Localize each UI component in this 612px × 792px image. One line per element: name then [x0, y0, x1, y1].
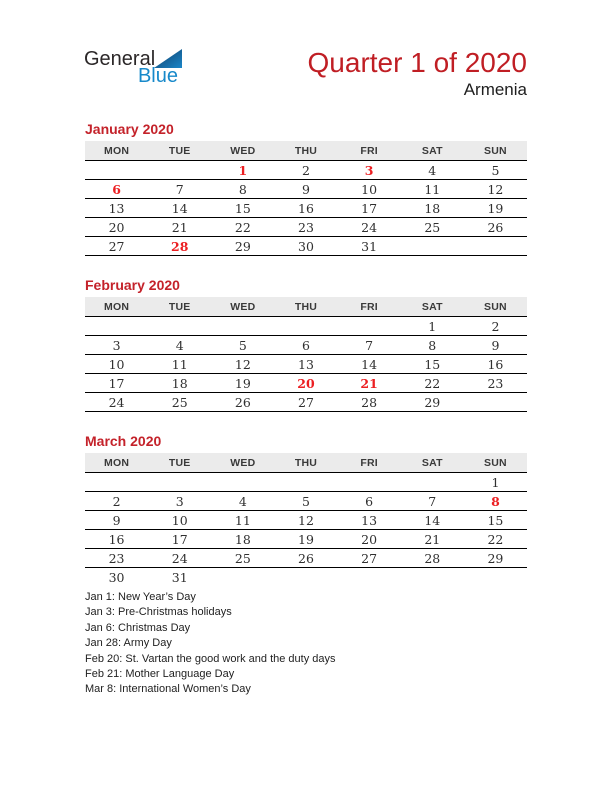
day-cell: 12: [298, 512, 314, 528]
day-cell: 11: [424, 181, 441, 197]
weekday-header: MON: [104, 300, 130, 313]
day-cell: 18: [234, 531, 251, 547]
day-cell: 10: [361, 181, 378, 197]
day-cell: 26: [234, 394, 251, 410]
day-cell: 1: [491, 474, 500, 490]
empty-cell: [85, 317, 148, 336]
day-cell: 4: [428, 162, 437, 178]
weekday-header: TUE: [168, 144, 191, 157]
day-cell: 26: [487, 219, 504, 235]
week-row: [85, 549, 527, 568]
weekday-header: THU: [294, 456, 318, 469]
holiday-item: Jan 3: Pre-Christmas holidays: [85, 606, 232, 619]
month-body: [85, 161, 527, 256]
day-cell: 5: [302, 493, 310, 509]
day-cell: 7: [365, 337, 374, 353]
day-cell: 12: [487, 181, 504, 197]
empty-cell: [338, 568, 401, 587]
weekday-header: SAT: [421, 456, 443, 469]
day-cell: 9: [491, 337, 500, 353]
day-cell: 3: [112, 337, 121, 353]
month-body: [85, 473, 527, 587]
weekday-header: FRI: [360, 456, 378, 469]
day-cell: 9: [112, 512, 121, 528]
day-cell: 14: [361, 356, 378, 372]
title-block: [308, 47, 527, 99]
weekday-header: WED: [230, 300, 256, 313]
holiday-item: Feb 20: St. Vartan the good work and the duty days: [85, 652, 336, 665]
holiday-item: Jan 6: Christmas Day: [85, 621, 191, 634]
week-row: [85, 568, 527, 587]
week-row: [85, 393, 527, 412]
empty-cell: [464, 393, 527, 412]
month-title: February 2020: [85, 277, 180, 293]
day-cell: 2: [491, 318, 500, 334]
holiday-item: Jan 1: New Year’s Day: [85, 591, 196, 603]
day-cell: 19: [234, 375, 251, 391]
day-cell: 13: [298, 356, 314, 372]
day-cell: 29: [487, 550, 504, 566]
month-table: [85, 297, 527, 412]
empty-cell: [274, 473, 337, 492]
empty-cell: [211, 568, 274, 587]
day-cell: 19: [487, 200, 504, 216]
day-cell: 11: [171, 356, 188, 372]
day-cell: 6: [112, 181, 121, 197]
day-cell: 15: [424, 356, 441, 372]
month-section: [85, 121, 527, 256]
empty-cell: [401, 473, 464, 492]
day-cell: 1: [238, 162, 248, 178]
month-table: [85, 141, 527, 256]
day-cell: 14: [171, 200, 188, 216]
holiday-item: Jan 28: Army Day: [85, 637, 172, 650]
day-cell: 28: [171, 238, 189, 254]
day-cell: 24: [361, 219, 378, 235]
day-cell: 2: [302, 162, 310, 178]
day-cell: 31: [171, 569, 188, 585]
week-row: [85, 218, 527, 237]
day-cell: 14: [424, 512, 441, 528]
day-cell: 28: [424, 550, 441, 566]
day-cell: 22: [234, 219, 251, 235]
empty-cell: [85, 473, 148, 492]
general-blue-logo: [84, 49, 188, 86]
day-cell: 25: [234, 550, 251, 566]
day-cell: 23: [298, 219, 314, 235]
weekday-header: TUE: [168, 456, 191, 469]
day-cell: 13: [361, 512, 378, 528]
day-cell: 8: [238, 181, 247, 197]
holiday-item: Mar 8: International Women’s Day: [85, 683, 251, 696]
day-cell: 2: [112, 493, 121, 509]
week-row: [85, 237, 527, 256]
day-cell: 5: [238, 337, 247, 353]
day-cell: 15: [487, 512, 504, 528]
page-title: Quarter 1 of 2020: [307, 47, 527, 78]
week-row: [85, 180, 527, 199]
empty-cell: [274, 317, 337, 336]
empty-cell: [401, 568, 464, 587]
empty-cell: [464, 237, 527, 256]
day-cell: 1: [428, 318, 437, 334]
empty-cell: [148, 473, 211, 492]
empty-cell: [211, 317, 274, 336]
day-cell: 10: [171, 512, 188, 528]
weekday-header: SUN: [484, 300, 507, 313]
day-cell: 7: [428, 493, 437, 509]
day-cell: 20: [108, 219, 125, 235]
day-cell: 23: [487, 375, 504, 391]
day-cell: 3: [364, 162, 374, 178]
day-cell: 17: [171, 531, 188, 547]
weekday-header: FRI: [360, 144, 378, 157]
weekday-header: SUN: [484, 456, 507, 469]
empty-cell: [464, 568, 527, 587]
month-section: [85, 277, 527, 412]
weekday-row: [85, 453, 527, 473]
weekday-header: WED: [230, 144, 256, 157]
weekday-header: SUN: [484, 144, 507, 157]
day-cell: 21: [171, 219, 188, 235]
day-cell: 6: [302, 337, 310, 353]
day-cell: 25: [171, 394, 188, 410]
logo-text-general: General: [84, 48, 156, 70]
day-cell: 8: [491, 493, 500, 509]
week-row: [85, 511, 527, 530]
empty-cell: [211, 473, 274, 492]
day-cell: 27: [298, 394, 314, 410]
day-cell: 31: [361, 238, 378, 254]
weekday-row: [85, 141, 527, 161]
month-title: March 2020: [85, 433, 162, 449]
day-cell: 8: [428, 337, 437, 353]
weekday-header: FRI: [360, 300, 378, 313]
day-cell: 29: [234, 238, 251, 254]
day-cell: 25: [424, 219, 441, 235]
day-cell: 17: [361, 200, 378, 216]
day-cell: 21: [360, 375, 378, 391]
weekday-header: MON: [104, 456, 130, 469]
empty-cell: [85, 161, 148, 180]
weekday-header: THU: [294, 144, 318, 157]
day-cell: 9: [302, 181, 310, 197]
day-cell: 4: [238, 493, 247, 509]
day-cell: 29: [424, 394, 441, 410]
week-row: [85, 492, 527, 511]
day-cell: 7: [175, 181, 184, 197]
day-cell: 20: [361, 531, 378, 547]
day-cell: 15: [234, 200, 251, 216]
weekday-header: THU: [294, 300, 318, 313]
day-cell: 18: [424, 200, 441, 216]
day-cell: 5: [491, 162, 500, 178]
day-cell: 23: [108, 550, 125, 566]
day-cell: 27: [108, 238, 125, 254]
month-section: [85, 433, 527, 587]
week-row: [85, 199, 527, 218]
empty-cell: [148, 161, 211, 180]
day-cell: 16: [487, 356, 504, 372]
day-cell: 24: [171, 550, 188, 566]
week-row: [85, 355, 527, 374]
day-cell: 16: [108, 531, 125, 547]
day-cell: 26: [298, 550, 314, 566]
months-container: [85, 121, 527, 608]
day-cell: 18: [171, 375, 188, 391]
day-cell: 21: [424, 531, 441, 547]
week-row: [85, 473, 527, 492]
day-cell: 4: [175, 337, 184, 353]
day-cell: 27: [361, 550, 378, 566]
holiday-list: [85, 590, 336, 698]
empty-cell: [274, 568, 337, 587]
day-cell: 22: [487, 531, 504, 547]
empty-cell: [401, 237, 464, 256]
week-row: [85, 530, 527, 549]
empty-cell: [148, 317, 211, 336]
day-cell: 13: [108, 200, 125, 216]
week-row: [85, 161, 527, 180]
empty-cell: [338, 317, 401, 336]
weekday-header: SAT: [421, 300, 443, 313]
day-cell: 24: [108, 394, 125, 410]
day-cell: 11: [234, 512, 251, 528]
day-cell: 19: [298, 531, 314, 547]
day-cell: 6: [365, 493, 374, 509]
weekday-header: WED: [230, 456, 256, 469]
month-body: [85, 317, 527, 412]
day-cell: 10: [108, 356, 125, 372]
day-cell: 3: [175, 493, 184, 509]
empty-cell: [338, 473, 401, 492]
day-cell: 12: [234, 356, 251, 372]
month-table: [85, 453, 527, 587]
day-cell: 20: [297, 375, 315, 391]
week-row: [85, 374, 527, 393]
day-cell: 22: [424, 375, 441, 391]
country-subtitle: Armenia: [463, 80, 527, 99]
weekday-row: [85, 297, 527, 317]
day-cell: 30: [298, 238, 314, 254]
day-cell: 16: [298, 200, 314, 216]
weekday-header: TUE: [168, 300, 191, 313]
week-row: [85, 336, 527, 355]
weekday-header: MON: [104, 144, 130, 157]
month-title: January 2020: [85, 121, 174, 137]
day-cell: 30: [108, 569, 125, 585]
day-cell: 28: [361, 394, 378, 410]
week-row: [85, 317, 527, 336]
day-cell: 17: [108, 375, 125, 391]
weekday-header: SAT: [421, 144, 443, 157]
logo-text-blue: Blue: [137, 65, 178, 87]
holiday-item: Feb 21: Mother Language Day: [85, 668, 235, 681]
